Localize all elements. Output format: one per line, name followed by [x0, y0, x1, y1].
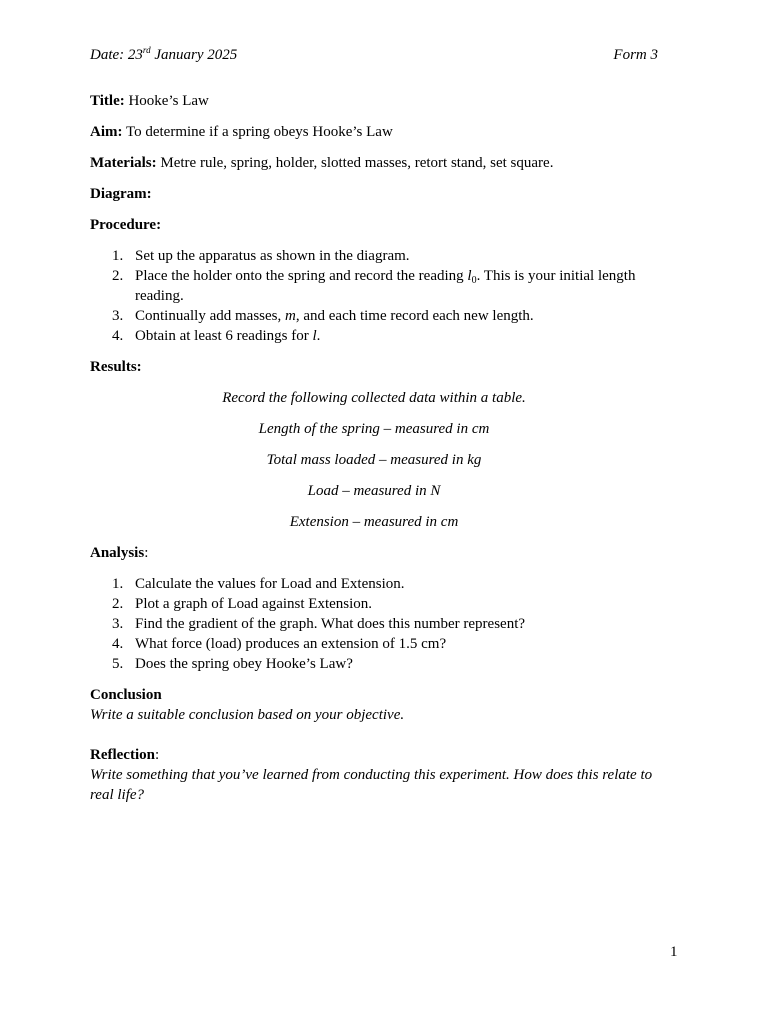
- math-subscript: 0: [471, 275, 477, 286]
- materials-value: Metre rule, spring, holder, slotted masses, retort stand, set square.: [160, 155, 554, 171]
- results-line: Length of the spring – measured in cm: [258, 421, 490, 437]
- math-symbol: m: [285, 308, 296, 324]
- list-item: 1. Calculate the values for Load and Extension.: [112, 576, 405, 592]
- analysis-heading: Analysis:: [90, 545, 149, 561]
- list-item: 3. Continually add masses, m, and each time record each new length.: [112, 308, 534, 324]
- aim-label: Aim:: [90, 124, 123, 140]
- reflection-heading: Reflection:: [90, 747, 160, 763]
- materials-line: [90, 153, 658, 173]
- results-instructions: [90, 388, 658, 532]
- procedure-heading: Procedure:: [90, 217, 162, 233]
- conclusion-section: [90, 685, 658, 725]
- form-label: Form 3: [613, 47, 658, 63]
- header: [90, 45, 658, 65]
- list-item: 3. Find the gradient of the graph. What does this number represent?: [112, 616, 526, 632]
- title-value: Hooke’s Law: [128, 93, 209, 109]
- title-line: [90, 91, 658, 111]
- math-symbol: l: [467, 268, 472, 284]
- diagram-heading: Diagram:: [90, 186, 152, 202]
- procedure-list: [90, 246, 658, 346]
- conclusion-text: Write a suitable conclusion based on your objective.: [90, 707, 405, 723]
- page-number: 1: [670, 944, 678, 960]
- document-page: [90, 45, 658, 805]
- aim-value: To determine if a spring obeys Hooke’s Law: [125, 124, 393, 140]
- list-item: 1. Set up the apparatus as shown in the diagram.: [112, 248, 410, 264]
- title-label: Title:: [90, 93, 125, 109]
- reflection-section: [90, 745, 658, 805]
- analysis-list: [90, 574, 658, 674]
- list-item: 4. What force (load) produces an extension of 1.5 cm?: [112, 636, 447, 652]
- list-item: 2. Place the holder onto the spring and record the reading $l_0$. This is your initial length reading.: [112, 268, 636, 304]
- materials-label: Materials:: [90, 155, 157, 171]
- results-line: Load – measured in N: [307, 483, 441, 499]
- results-line: Record the following collected data within a table.: [222, 390, 526, 406]
- list-item: 4. Obtain at least 6 readings for l.: [112, 328, 321, 344]
- date-superscript: rd: [142, 45, 151, 55]
- results-line: Total mass loaded – measured in kg: [266, 452, 482, 468]
- results-line: Extension – measured in cm: [289, 514, 459, 530]
- math-symbol: l: [312, 328, 317, 344]
- conclusion-heading: Conclusion: [90, 687, 162, 703]
- list-item: 5. Does the spring obey Hooke’s Law?: [112, 656, 353, 672]
- reflection-text: Write something that you’ve learned from conducting this experiment. How does this relate to real life?: [90, 767, 653, 803]
- list-item: 2. Plot a graph of Load against Extension.: [112, 596, 373, 612]
- date-line: Date: 23rd January 2025: [90, 45, 238, 63]
- aim-line: [90, 122, 658, 142]
- results-heading: Results:: [90, 359, 142, 375]
